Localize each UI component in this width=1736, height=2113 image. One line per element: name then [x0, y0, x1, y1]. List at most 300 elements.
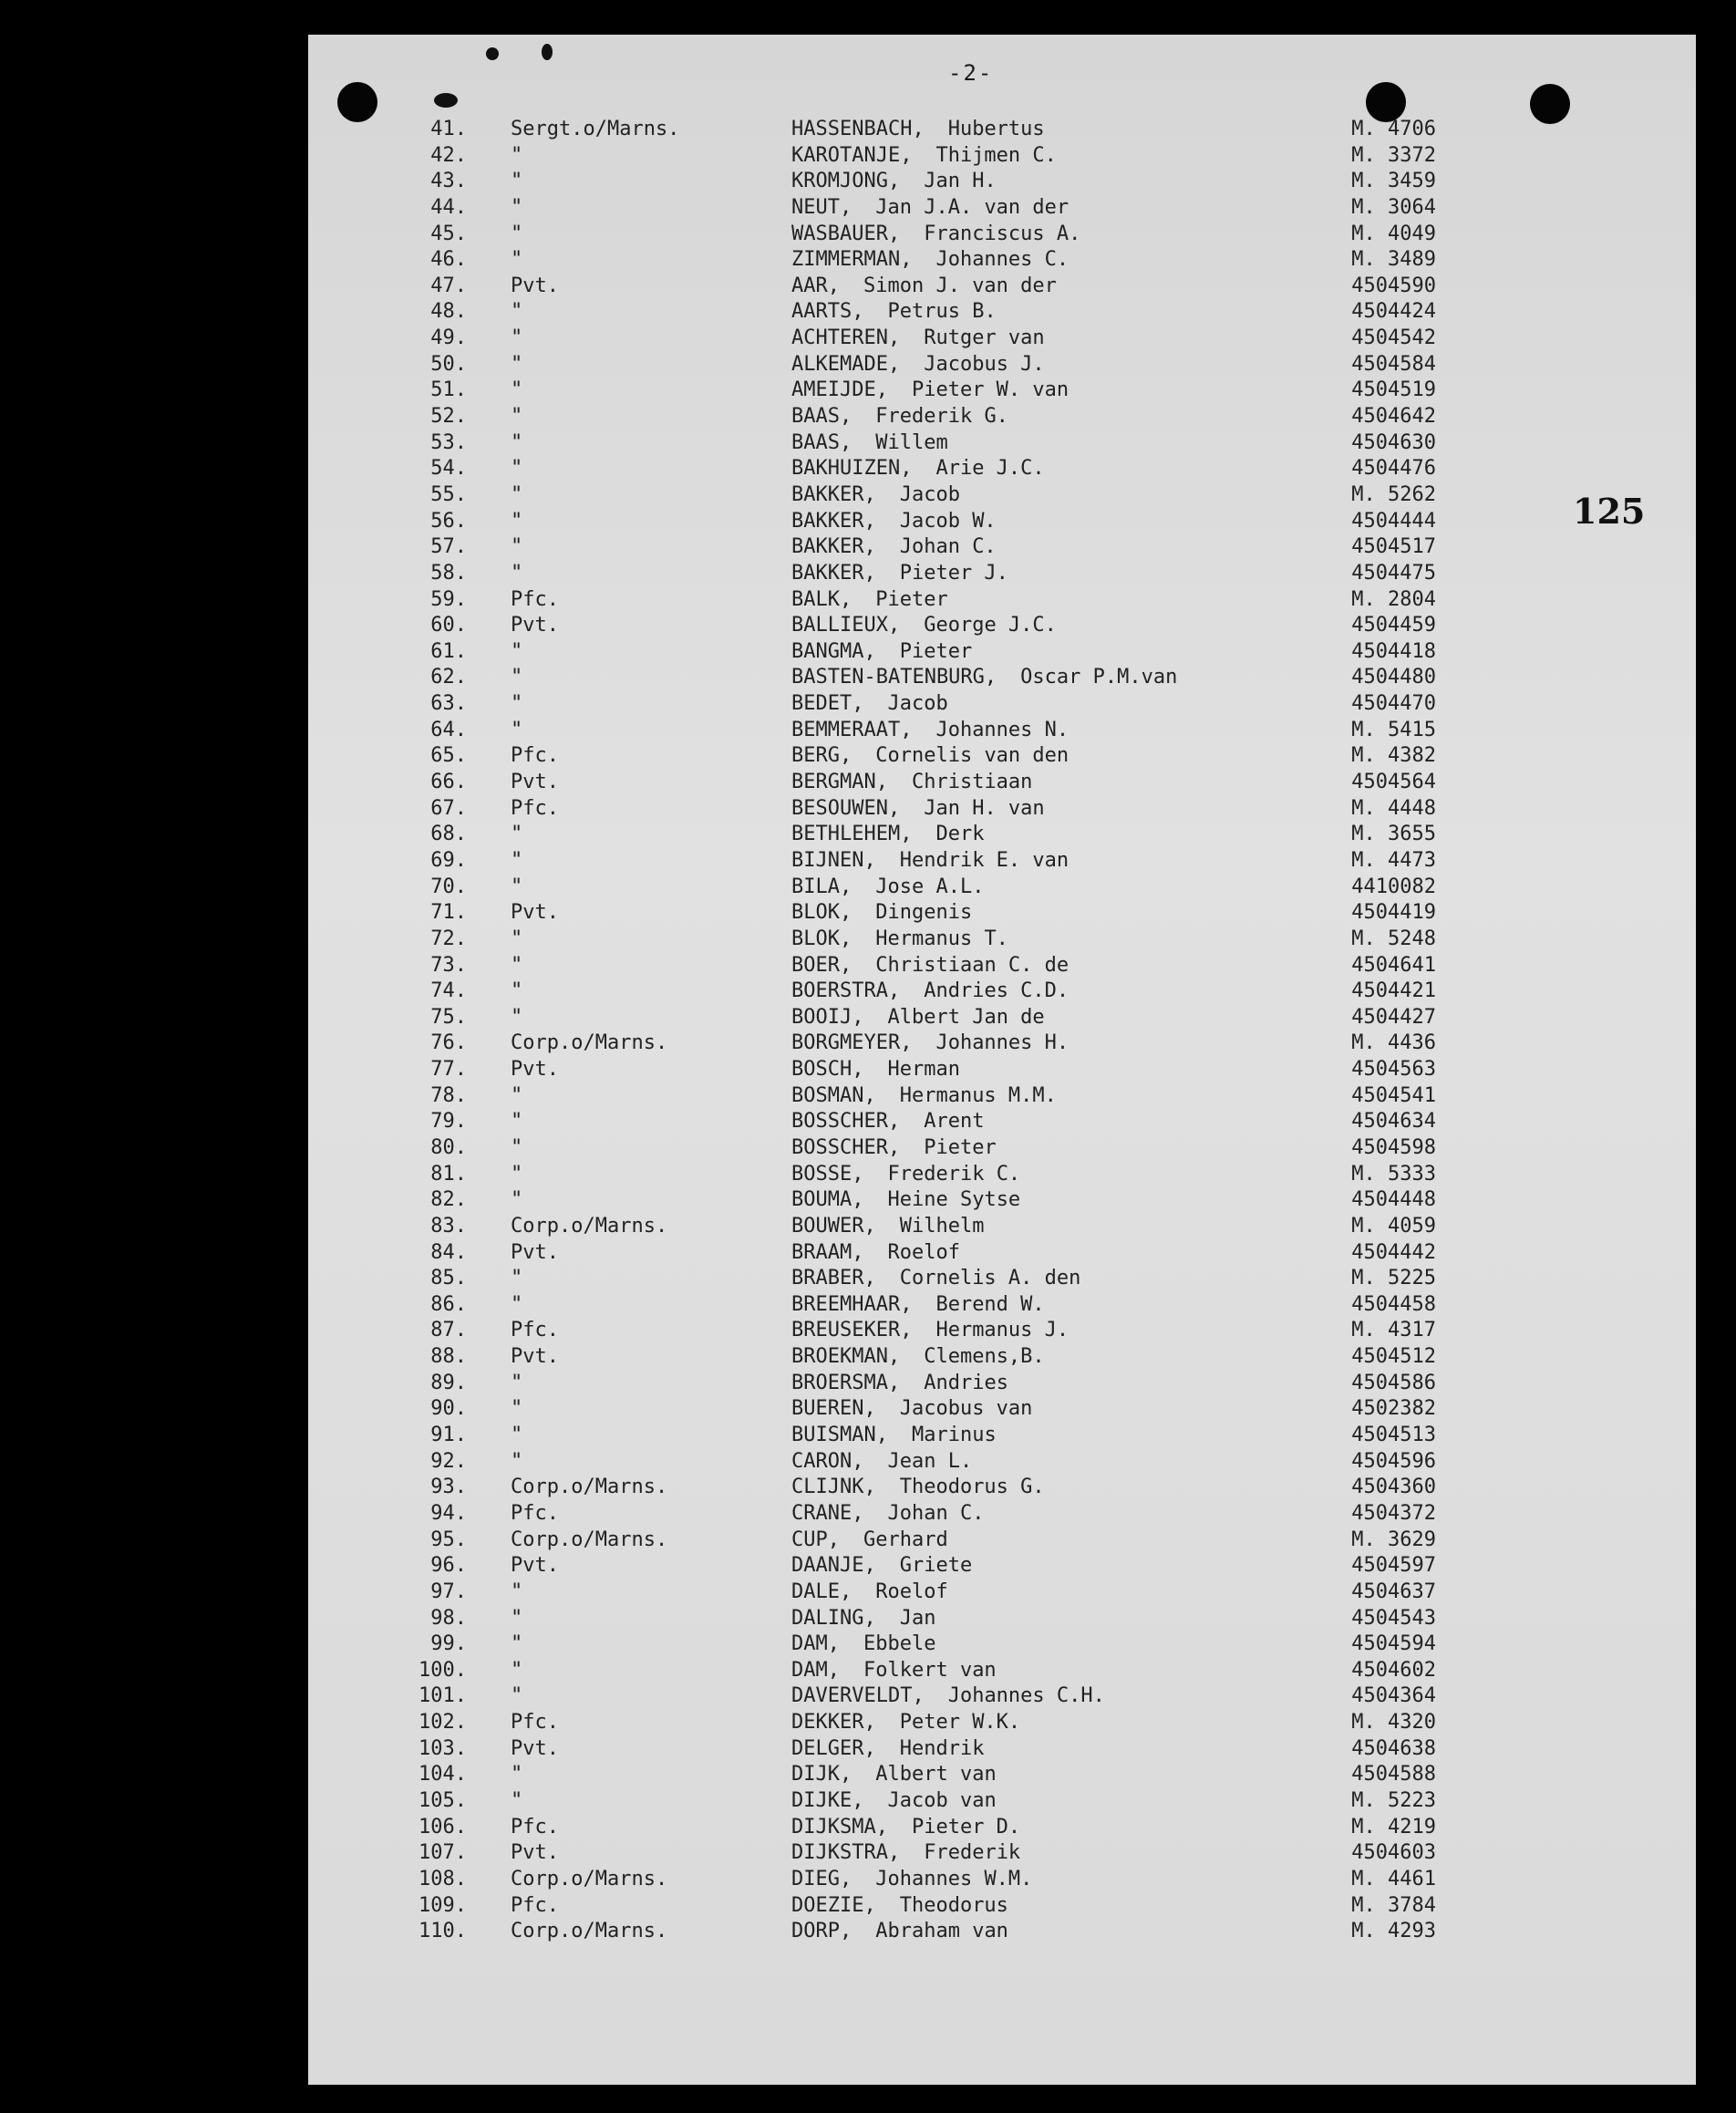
roster-row — [0, 1528, 1736, 1554]
rank-cell: " — [511, 561, 523, 585]
surname-cell: BALLIEUX, — [791, 614, 901, 637]
roster-row — [0, 509, 1736, 535]
service-number-cell: 4504372 — [1351, 1501, 1436, 1525]
given-name-cell: Jan J.A. van der — [875, 195, 1070, 219]
roster-row — [0, 1919, 1736, 1945]
surname-cell: BANGMA, — [791, 639, 876, 663]
rank-cell: " — [511, 1005, 523, 1029]
surname-cell: DAM, — [791, 1658, 840, 1682]
rank-cell: Pfc. — [511, 1711, 559, 1735]
entry-number: 61. — [430, 639, 467, 663]
roster-row — [0, 1057, 1736, 1083]
service-number-cell: 4504596 — [1351, 1449, 1436, 1473]
rank-cell: Corp.o/Marns. — [511, 1476, 668, 1499]
rank-cell: Pvt. — [511, 1345, 559, 1369]
given-name-cell: Pieter — [924, 1135, 997, 1159]
entry-number: 75. — [430, 1005, 467, 1029]
service-number-cell: 4410082 — [1351, 875, 1436, 898]
surname-cell: KROMJONG, — [791, 170, 901, 193]
roster-row — [0, 1162, 1736, 1188]
surname-cell: BETHLEHEM, — [791, 823, 913, 846]
rank-cell: " — [511, 1292, 523, 1316]
roster-row — [0, 1266, 1736, 1292]
rank-cell: " — [511, 143, 523, 167]
surname-cell: BAKKER, — [791, 535, 876, 559]
roster-row — [0, 1344, 1736, 1371]
given-name-cell: Pieter W. van — [911, 378, 1070, 402]
rank-cell: " — [511, 378, 523, 402]
roster-row — [0, 979, 1736, 1005]
surname-cell: DOEZIE, — [791, 1893, 876, 1917]
surname-cell: BRAAM, — [791, 1240, 864, 1264]
roster-row — [0, 639, 1736, 666]
roster-row — [0, 195, 1736, 222]
roster-row — [0, 822, 1736, 848]
rank-cell: Pfc. — [511, 1501, 559, 1525]
service-number-cell: 4504641 — [1351, 953, 1436, 977]
surname-cell: BAAS, — [791, 430, 852, 454]
given-name-cell: Berend W. — [935, 1292, 1045, 1316]
entry-number: 106. — [418, 1815, 467, 1839]
rank-cell: " — [511, 823, 523, 846]
roster-row — [0, 1031, 1736, 1057]
given-name-cell: Marinus — [911, 1424, 997, 1447]
given-name-cell: Johannes N. — [935, 718, 1070, 741]
given-name-cell: Frederik G. — [875, 405, 1008, 429]
surname-cell: BROEKMAN, — [791, 1345, 901, 1369]
entry-number: 83. — [430, 1214, 467, 1238]
service-number-cell: 4504634 — [1351, 1110, 1436, 1134]
given-name-cell: Cornelis van den — [875, 744, 1070, 768]
rank-cell: " — [511, 535, 523, 559]
rank-cell: " — [511, 405, 523, 429]
rank-cell: " — [511, 326, 523, 350]
roster-row — [0, 534, 1736, 561]
service-number-cell: 4504586 — [1351, 1371, 1436, 1394]
given-name-cell: Dingenis — [875, 901, 973, 925]
entry-number: 41. — [430, 118, 467, 140]
entry-number: 59. — [430, 587, 467, 611]
given-name-cell: Hubertus — [947, 118, 1045, 140]
service-number-cell: 4504590 — [1351, 274, 1436, 297]
entry-number: 55. — [430, 482, 467, 506]
service-number-cell: M. 3655 — [1351, 823, 1436, 846]
rank-cell: " — [511, 1162, 523, 1186]
rank-cell: Pfc. — [511, 1319, 559, 1342]
given-name-cell: Christiaan — [911, 771, 1033, 794]
given-name-cell: Pieter — [899, 639, 973, 663]
roster-row — [0, 1631, 1736, 1658]
entry-number: 62. — [430, 666, 467, 689]
rank-cell: Pfc. — [511, 796, 559, 820]
given-name-cell: Christiaan C. de — [875, 953, 1070, 977]
given-name-cell: Hermanus M.M. — [899, 1083, 1057, 1107]
surname-cell: KAROTANJE, — [791, 143, 913, 167]
roster-row — [0, 143, 1736, 170]
given-name-cell: Jacobus J. — [924, 352, 1045, 376]
rank-cell: Corp.o/Marns. — [511, 1031, 668, 1055]
surname-cell: BOOIJ, — [791, 1005, 864, 1029]
rank-cell: Pvt. — [511, 1736, 559, 1760]
service-number-cell: M. 4461 — [1351, 1867, 1436, 1890]
entry-number: 98. — [430, 1606, 467, 1630]
entry-number: 54. — [430, 457, 467, 481]
entry-number: 56. — [430, 509, 467, 533]
roster-row — [0, 1683, 1736, 1710]
service-number-cell: 4504594 — [1351, 1632, 1436, 1656]
roster-row — [0, 1710, 1736, 1736]
entry-number: 76. — [430, 1031, 467, 1055]
rank-cell: " — [511, 1580, 523, 1603]
given-name-cell: Jean L. — [887, 1449, 973, 1473]
surname-cell: BOER, — [791, 953, 852, 977]
entry-number: 109. — [418, 1893, 467, 1917]
entry-number: 105. — [418, 1789, 467, 1812]
surname-cell: BOSCH, — [791, 1058, 864, 1082]
surname-cell: DELGER, — [791, 1736, 876, 1760]
surname-cell: AARTS, — [791, 300, 864, 324]
service-number-cell: M. 5225 — [1351, 1267, 1436, 1290]
surname-cell: DAVERVELDT, — [791, 1684, 925, 1708]
rank-cell: Pfc. — [511, 744, 559, 768]
service-number-cell: M. 5223 — [1351, 1789, 1436, 1812]
entry-number: 84. — [430, 1240, 467, 1264]
roster-row — [0, 1762, 1736, 1788]
surname-cell: DIJK, — [791, 1763, 852, 1787]
roster-row — [0, 587, 1736, 614]
roster-row — [0, 1815, 1736, 1841]
roster-row — [0, 770, 1736, 796]
service-number-cell: 4504564 — [1351, 771, 1436, 794]
rank-cell: " — [511, 352, 523, 376]
rank-cell: " — [511, 1658, 523, 1682]
service-number-cell: 4504584 — [1351, 352, 1436, 376]
entry-number: 51. — [430, 378, 467, 402]
entry-number: 100. — [418, 1658, 467, 1682]
surname-cell: BAKKER, — [791, 561, 876, 585]
rank-cell: Pvt. — [511, 614, 559, 637]
entry-number: 86. — [430, 1292, 467, 1316]
roster-row — [0, 1371, 1736, 1397]
rank-cell: Pvt. — [511, 1240, 559, 1264]
surname-cell: BAKKER, — [791, 509, 876, 533]
roster-row — [0, 1736, 1736, 1763]
given-name-cell: Peter W.K. — [899, 1711, 1021, 1735]
roster-row — [0, 1292, 1736, 1319]
surname-cell: BAKHUIZEN, — [791, 457, 913, 481]
surname-cell: HASSENBACH, — [791, 118, 925, 140]
surname-cell: DALING, — [791, 1606, 876, 1630]
service-number-cell: 4504421 — [1351, 979, 1436, 1003]
service-number-cell: M. 3784 — [1351, 1893, 1436, 1917]
surname-cell: BAAS, — [791, 405, 852, 429]
given-name-cell: Hendrik E. van — [899, 848, 1070, 872]
roster-row — [0, 1083, 1736, 1110]
roster-row — [0, 456, 1736, 482]
given-name-cell: Heine Sytse — [887, 1188, 1021, 1212]
ink-speck — [434, 93, 458, 108]
entry-number: 77. — [430, 1058, 467, 1082]
rank-cell: " — [511, 718, 523, 741]
entry-number: 82. — [430, 1188, 467, 1212]
roster-row — [0, 875, 1736, 901]
surname-cell: CUP, — [791, 1528, 840, 1551]
entry-number: 46. — [430, 248, 467, 272]
entry-number: 45. — [430, 222, 467, 245]
given-name-cell: Pieter J. — [899, 561, 1008, 585]
surname-cell: NEUT, — [791, 195, 852, 219]
service-number-cell: 4504642 — [1351, 405, 1436, 429]
service-number-cell: 4504588 — [1351, 1763, 1436, 1787]
surname-cell: DORP, — [791, 1920, 852, 1943]
service-number-cell: 4504442 — [1351, 1240, 1436, 1264]
entry-number: 90. — [430, 1397, 467, 1421]
surname-cell: BERGMAN, — [791, 771, 888, 794]
roster-row — [0, 1318, 1736, 1344]
rank-cell: " — [511, 430, 523, 454]
surname-cell: BESOUWEN, — [791, 796, 901, 820]
rank-cell: " — [511, 953, 523, 977]
rank-cell: " — [511, 1606, 523, 1630]
service-number-cell: M. 3372 — [1351, 143, 1436, 167]
service-number-cell: M. 4473 — [1351, 848, 1436, 872]
rank-cell: Pfc. — [511, 1815, 559, 1839]
entry-number: 73. — [430, 953, 467, 977]
service-number-cell: M. 4382 — [1351, 744, 1436, 768]
surname-cell: BAKKER, — [791, 482, 876, 506]
given-name-cell: Jacob W. — [899, 509, 997, 533]
entry-number: 42. — [430, 143, 467, 167]
rank-cell: Sergt.o/Marns. — [511, 118, 680, 140]
roster-row — [0, 1658, 1736, 1684]
roster-row — [0, 613, 1736, 639]
rank-cell: " — [511, 509, 523, 533]
given-name-cell: Hendrik — [899, 1736, 985, 1760]
roster-row — [0, 1187, 1736, 1214]
rank-cell: Corp.o/Marns. — [511, 1920, 668, 1943]
surname-cell: ACHTEREN, — [791, 326, 901, 350]
surname-cell: BUEREN, — [791, 1397, 876, 1421]
rank-cell: " — [511, 1267, 523, 1290]
entry-number: 64. — [430, 718, 467, 741]
rank-cell: Corp.o/Marns. — [511, 1867, 668, 1890]
given-name-cell: Jacobus van — [899, 1397, 1033, 1421]
surname-cell: AMEIJDE, — [791, 378, 888, 402]
service-number-cell: 4504638 — [1351, 1736, 1436, 1760]
given-name-cell: Roelof — [875, 1580, 948, 1603]
entry-number: 87. — [430, 1319, 467, 1342]
rank-cell: " — [511, 195, 523, 219]
service-number-cell: 4504476 — [1351, 457, 1436, 481]
entry-number: 60. — [430, 614, 467, 637]
service-number-cell: M. 4436 — [1351, 1031, 1436, 1055]
entry-number: 110. — [418, 1920, 467, 1943]
entry-number: 53. — [430, 430, 467, 454]
roster-row — [0, 117, 1736, 143]
roster-row — [0, 274, 1736, 300]
given-name-cell: Petrus B. — [887, 300, 997, 324]
surname-cell: ALKEMADE, — [791, 352, 901, 376]
surname-cell: BILA, — [791, 875, 852, 898]
surname-cell: BLOK, — [791, 927, 852, 950]
rank-cell: " — [511, 300, 523, 324]
surname-cell: DIJKSTRA, — [791, 1841, 901, 1865]
service-number-cell: M. 3459 — [1351, 170, 1436, 193]
surname-cell: DEKKER, — [791, 1711, 876, 1735]
service-number-cell: 4504360 — [1351, 1476, 1436, 1499]
surname-cell: BREUSEKER, — [791, 1319, 913, 1342]
entry-number: 95. — [430, 1528, 467, 1551]
given-name-cell: Andries — [924, 1371, 1008, 1394]
service-number-cell: M. 4448 — [1351, 796, 1436, 820]
service-number-cell: M. 5262 — [1351, 482, 1436, 506]
roster-row — [0, 927, 1736, 953]
given-name-cell: Herman — [887, 1058, 960, 1082]
service-number-cell: 4504543 — [1351, 1606, 1436, 1630]
service-number-cell: M. 2804 — [1351, 587, 1436, 611]
entry-number: 57. — [430, 535, 467, 559]
entry-number: 63. — [430, 692, 467, 716]
service-number-cell: 4504603 — [1351, 1841, 1436, 1865]
service-number-cell: 4504597 — [1351, 1554, 1436, 1578]
given-name-cell: Arie J.C. — [935, 457, 1045, 481]
roster-row — [0, 1005, 1736, 1031]
surname-cell: WASBAUER, — [791, 222, 901, 245]
surname-cell: DALE, — [791, 1580, 852, 1603]
entry-number: 94. — [430, 1501, 467, 1525]
entry-number: 80. — [430, 1135, 467, 1159]
roster-row — [0, 718, 1736, 744]
roster-row — [0, 326, 1736, 352]
service-number-cell: M. 3629 — [1351, 1528, 1436, 1551]
given-name-cell: Jose A.L. — [875, 875, 985, 898]
service-number-cell: 4504542 — [1351, 326, 1436, 350]
roster-row — [0, 1606, 1736, 1632]
rank-cell: " — [511, 170, 523, 193]
given-name-cell: Abraham van — [875, 1920, 1008, 1943]
entry-number: 66. — [430, 771, 467, 794]
service-number-cell: M. 4320 — [1351, 1711, 1436, 1735]
rank-cell: " — [511, 1397, 523, 1421]
ink-speck — [486, 47, 499, 60]
roster-row — [0, 169, 1736, 195]
surname-cell: DAM, — [791, 1632, 840, 1656]
given-name-cell: Derk — [935, 823, 985, 846]
entry-number: 103. — [418, 1736, 467, 1760]
roster-row — [0, 247, 1736, 274]
given-name-cell: Jan H. — [924, 170, 997, 193]
entry-number: 89. — [430, 1371, 467, 1394]
entry-number: 48. — [430, 300, 467, 324]
roster-row — [0, 378, 1736, 404]
rank-cell: " — [511, 457, 523, 481]
rank-cell: " — [511, 848, 523, 872]
rank-cell: " — [511, 639, 523, 663]
roster-row — [0, 1396, 1736, 1423]
given-name-cell: Jan — [899, 1606, 936, 1630]
rank-cell: Pvt. — [511, 1841, 559, 1865]
rank-cell: " — [511, 1135, 523, 1159]
entry-number: 102. — [418, 1711, 467, 1735]
given-name-cell: Wilhelm — [899, 1214, 985, 1238]
entry-number: 96. — [430, 1554, 467, 1578]
service-number-cell: M. 4293 — [1351, 1920, 1436, 1943]
rank-cell: " — [511, 222, 523, 245]
page-number: -2- — [948, 60, 994, 86]
surname-cell: DIJKE, — [791, 1789, 864, 1812]
entry-number: 79. — [430, 1110, 467, 1134]
surname-cell: AAR, — [791, 274, 840, 297]
entry-number: 85. — [430, 1267, 467, 1290]
given-name-cell: Franciscus A. — [924, 222, 1081, 245]
rank-cell: " — [511, 666, 523, 689]
surname-cell: BOUMA, — [791, 1188, 864, 1212]
entry-number: 81. — [430, 1162, 467, 1186]
entry-number: 93. — [430, 1476, 467, 1499]
given-name-cell: Johan C. — [899, 535, 997, 559]
surname-cell: BOERSTRA, — [791, 979, 901, 1003]
roster-row — [0, 1788, 1736, 1815]
rank-cell: " — [511, 482, 523, 506]
surname-cell: BOSMAN, — [791, 1083, 876, 1107]
surname-cell: BRABER, — [791, 1267, 876, 1290]
given-name-cell: Andries C.D. — [924, 979, 1070, 1003]
entry-number: 44. — [430, 195, 467, 219]
service-number-cell: 4504448 — [1351, 1188, 1436, 1212]
given-name-cell: Johannes C.H. — [947, 1684, 1105, 1708]
roster-row — [0, 299, 1736, 326]
roster-row — [0, 1475, 1736, 1501]
entry-number: 78. — [430, 1083, 467, 1107]
surname-cell: DAANJE, — [791, 1554, 876, 1578]
rank-cell: " — [511, 875, 523, 898]
ink-speck — [542, 44, 553, 60]
given-name-cell: Ebbele — [863, 1632, 936, 1656]
entry-number: 92. — [430, 1449, 467, 1473]
archive-stamp-number: 125 — [1573, 491, 1646, 532]
service-number-cell: 4504637 — [1351, 1580, 1436, 1603]
surname-cell: DIEG, — [791, 1867, 852, 1890]
given-name-cell: Jacob — [899, 482, 960, 506]
rank-cell: " — [511, 1449, 523, 1473]
surname-cell: BOUWER, — [791, 1214, 876, 1238]
surname-cell: BERG, — [791, 744, 852, 768]
rank-cell: Pvt. — [511, 1058, 559, 1082]
service-number-cell: 4504458 — [1351, 1292, 1436, 1316]
service-number-cell: M. 4706 — [1351, 118, 1436, 140]
rank-cell: " — [511, 1371, 523, 1394]
service-number-cell: M. 3489 — [1351, 248, 1436, 272]
service-number-cell: M. 5248 — [1351, 927, 1436, 950]
given-name-cell: Thijmen C. — [935, 143, 1057, 167]
given-name-cell: Oscar P.M.van — [1020, 666, 1178, 689]
entry-number: 107. — [418, 1841, 467, 1865]
rank-cell: Pvt. — [511, 901, 559, 925]
given-name-cell: Hermanus J. — [935, 1319, 1070, 1342]
given-name-cell: Roelof — [887, 1240, 960, 1264]
entry-number: 71. — [430, 901, 467, 925]
entry-number: 47. — [430, 274, 467, 297]
entry-number: 65. — [430, 744, 467, 768]
entry-number: 68. — [430, 823, 467, 846]
rank-cell: " — [511, 1789, 523, 1812]
given-name-cell: Simon J. van der — [863, 274, 1057, 297]
surname-cell: DIJKSMA, — [791, 1815, 888, 1839]
service-number-cell: M. 4049 — [1351, 222, 1436, 245]
service-number-cell: 4504475 — [1351, 561, 1436, 585]
entry-number: 99. — [430, 1632, 467, 1656]
roster-row — [0, 1501, 1736, 1528]
